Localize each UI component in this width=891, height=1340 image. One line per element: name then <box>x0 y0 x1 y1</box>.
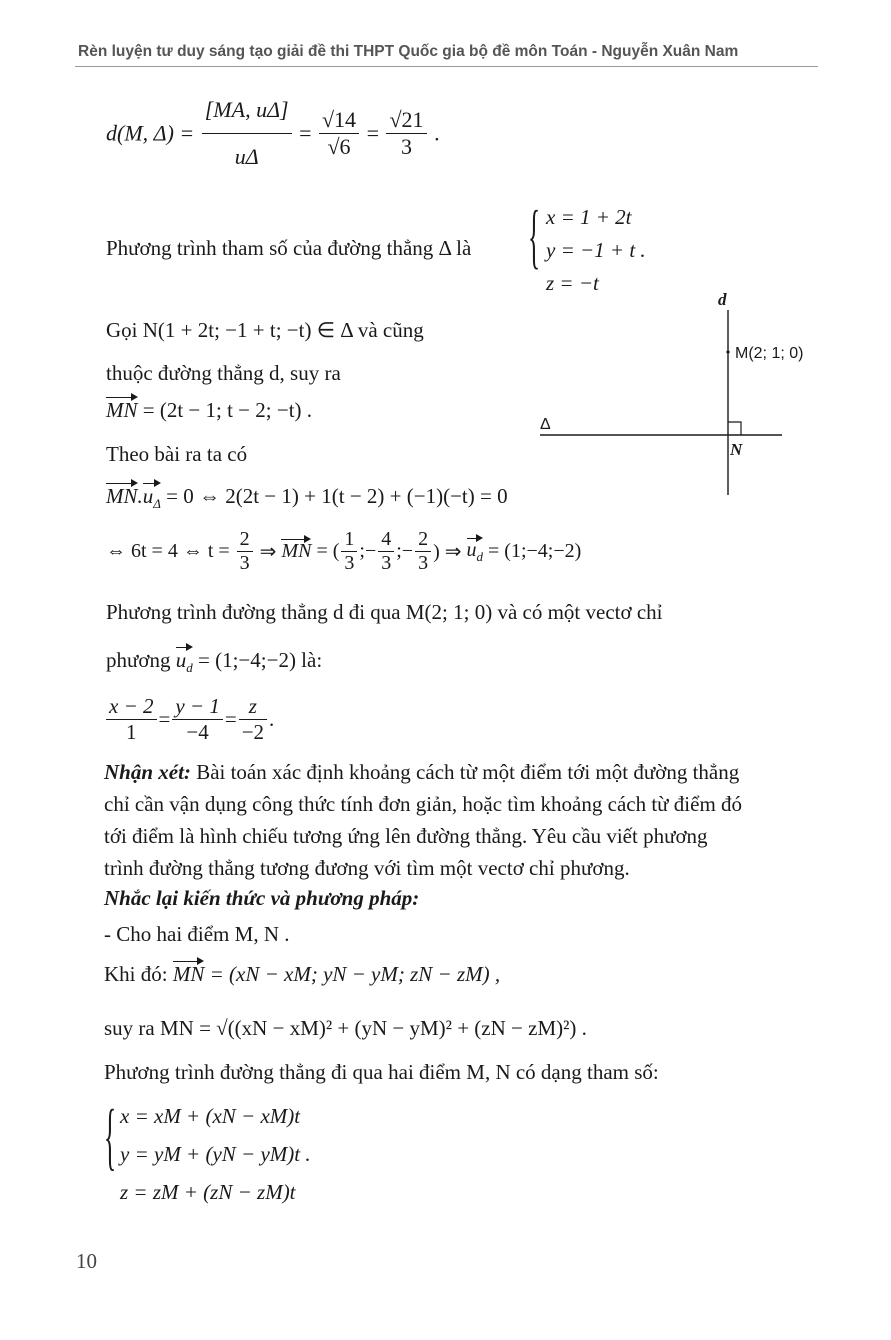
ud-vector: $u_d$ <box>466 538 483 564</box>
frac-4-3 <box>378 528 394 575</box>
mn-vector-line <box>106 398 312 423</box>
frac-1-3 <box>341 528 357 575</box>
canon-x <box>106 694 157 745</box>
solve-line <box>106 528 581 575</box>
t-frac-num: 2 <box>237 528 253 552</box>
dist-v1-num: √14 <box>319 107 359 134</box>
recall-px: x = xM + (xN − xM)t <box>120 1104 301 1128</box>
period: . <box>434 120 440 146</box>
eq-sign: = <box>299 120 312 146</box>
dist-v2-den: 3 <box>401 134 413 159</box>
remark-text-1: Bài toán xác định khoảng cách từ một điểm tới một đường thẳng <box>190 760 740 784</box>
page-number: 10 <box>76 1249 97 1273</box>
f13-den: 3 <box>344 552 355 574</box>
recall-param-line: Phương trình đường thẳng đi qua hai điểm M, N có dạng tham số: <box>104 1060 659 1084</box>
dot-eq-tail: = 0 ⇔ 2(2t − 1) + 1(t − 2) + (−1)(−t) = 0 <box>160 484 508 508</box>
remark-line-1 <box>104 756 816 788</box>
dist-numerator: [MA, uΔ] <box>202 97 292 134</box>
recall-item-1: - Cho hai điểm M, N . <box>104 922 290 946</box>
solve-b: ⇒ <box>259 541 277 563</box>
solve-a: ⇔ 6t = 4 ⇔ t = <box>106 540 230 562</box>
dist-v2-num: √21 <box>386 107 426 134</box>
ud-vector-2: $u_d$ <box>175 648 193 675</box>
eq-sign-2: = <box>366 120 379 146</box>
sep: ;− <box>359 540 377 562</box>
solve-c: = ( <box>311 540 340 562</box>
khi-do-label: Khi đó: <box>104 962 173 986</box>
dist-fraction <box>202 97 292 170</box>
point-M <box>726 350 729 353</box>
f23-num: 2 <box>415 528 431 552</box>
remark-label: Nhận xét: <box>104 760 191 784</box>
param-z: z = −t <box>546 271 599 295</box>
perpendicular-figure <box>530 285 830 515</box>
canon-z-den: −2 <box>241 720 265 744</box>
recall-title: Nhắc lại kiến thức và phương pháp: <box>104 886 420 910</box>
remark-paragraph <box>104 756 816 884</box>
eq-3: = <box>158 707 171 731</box>
canonical-equation <box>104 694 274 745</box>
canon-z <box>239 694 267 745</box>
label-delta: Δ <box>540 416 551 433</box>
f43-den: 3 <box>381 552 392 574</box>
canon-y <box>172 694 223 745</box>
brace-left-2: { <box>104 1093 117 1178</box>
label-N: N <box>730 440 743 459</box>
mn-vector-4: MN <box>172 962 205 986</box>
param-y: y = −1 + t . <box>546 238 646 262</box>
remark-line-4: trình đường thẳng tương đương với tìm một vectơ chỉ phương. <box>104 856 630 880</box>
dist-v1-den: √6 <box>327 134 351 159</box>
recall-suy-ra: suy ra MN = √((xN − xM)² + (yN − yM)² + (zN − zM)²) . <box>104 1016 587 1040</box>
line-d-2b: = (1;−4;−2) là: <box>192 648 323 672</box>
line-d-1: Phương trình đường thẳng d đi qua M(2; 1; 0) và có một vectơ chỉ <box>106 600 663 624</box>
recall-khi-do <box>104 962 500 987</box>
mn-vector-2: MN <box>106 484 138 508</box>
sep-2: ;− <box>396 540 414 562</box>
param-x: x = 1 + 2t <box>546 205 632 229</box>
f23-den: 3 <box>418 552 429 574</box>
f13-num: 1 <box>341 528 357 552</box>
mn-vector: MN <box>106 398 138 422</box>
distance-formula <box>106 97 440 170</box>
goi-line-1: Gọi N(1 + 2t; −1 + t; −t) ∈ Δ và cũng <box>106 318 424 342</box>
goi-line-2: thuộc đường thẳng d, suy ra <box>106 361 341 385</box>
label-M: M(2; 1; 0) <box>735 345 804 362</box>
right-angle-mark <box>728 422 741 435</box>
line-d-2 <box>106 648 322 676</box>
solve-d: ) ⇒ <box>433 541 462 563</box>
f43-num: 4 <box>378 528 394 552</box>
theo-bai: Theo bài ra ta có <box>106 442 248 466</box>
brace-left: { <box>528 196 541 276</box>
dist-lhs: d(M, Δ) = <box>106 120 195 146</box>
t-frac-den: 3 <box>239 552 250 574</box>
line-d-2a: phương <box>106 648 176 672</box>
u-delta-vector: $u_\Delta$ <box>142 484 161 511</box>
header-rule <box>75 66 818 67</box>
recall-py: y = yM + (yN − yM)t . <box>120 1142 311 1166</box>
dist-value-1 <box>319 107 359 160</box>
t-frac <box>237 528 253 575</box>
solve-e: = (1;−4;−2) <box>483 540 582 562</box>
running-header: Rèn luyện tư duy sáng tạo giải đề thi THPT Quốc gia bộ đề môn Toán - Nguyễn Xuân Nam <box>78 43 739 60</box>
frac-2-3 <box>415 528 431 575</box>
eq-4: = <box>224 707 237 731</box>
canon-x-den: 1 <box>126 720 137 744</box>
mn-coords: = (xN − xM; yN − yM; zN − zM) , <box>204 962 501 986</box>
remark-line-2: chỉ cần vận dụng công thức tính đơn giản, hoặc tìm khoảng cách từ điểm đó <box>104 792 743 816</box>
recall-pz: z = zM + (zN − zM)t <box>120 1180 296 1204</box>
canon-x-num: x − 2 <box>106 694 157 720</box>
remark-line-3: tới điểm là hình chiếu tương ứng lên đường thẳng. Yêu cầu viết phương <box>104 824 708 848</box>
dist-value-2 <box>386 107 426 160</box>
mn-value: = (2t − 1; t − 2; −t) . <box>137 398 313 422</box>
dot-equation: $MN.u_\Delta = 0$ ⇔ 2(2t − 1) + 1(t − 2) + (−1)(−t) = 0 <box>106 484 508 511</box>
dist-denominator: uΔ <box>234 144 259 169</box>
canon-z-num: z <box>239 694 267 720</box>
period-2: . <box>269 707 275 731</box>
canon-y-den: −4 <box>186 720 209 744</box>
canon-y-num: y − 1 <box>172 694 223 720</box>
label-d: d <box>718 290 727 309</box>
param-intro: Phương trình tham số của đường thẳng Δ là <box>106 236 472 260</box>
mn-vector-3: MN <box>281 540 312 562</box>
